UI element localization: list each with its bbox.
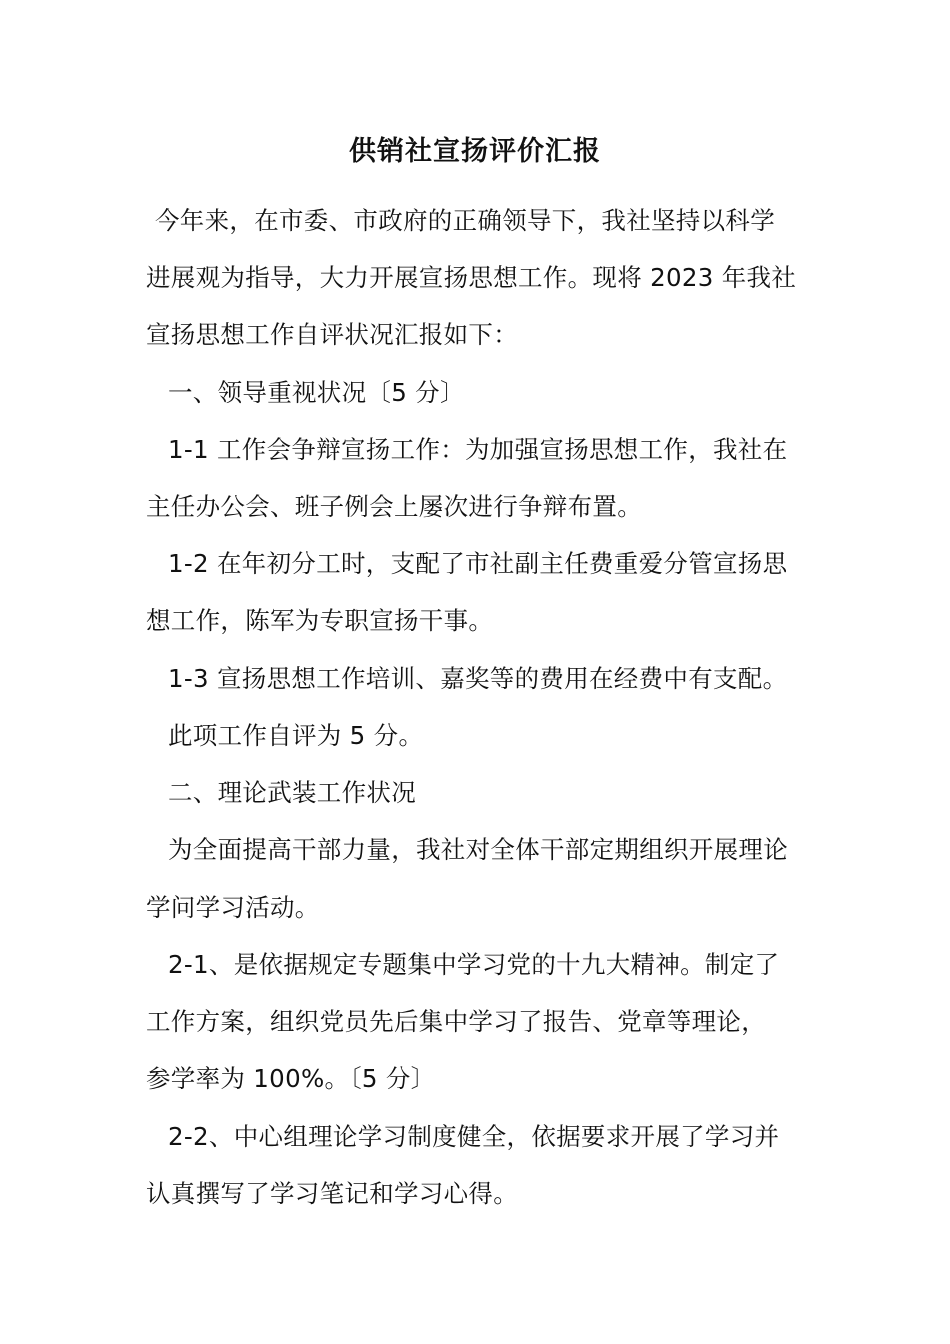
- section-heading: 一、领导重视状况〔5 分〕: [168, 378, 465, 407]
- paragraph-line: 1-2 在年初分工时，支配了市社副主任费重爱分管宣扬思: [168, 549, 788, 578]
- paragraph-line: 1-1 工作会争辩宣扬工作：为加强宣扬思想工作，我社在: [168, 435, 788, 464]
- paragraph-line: 主任办公会、班子例会上屡次进行争辩布置。: [146, 492, 642, 521]
- paragraph-line: 宣扬思想工作自评状况汇报如下：: [146, 320, 518, 349]
- paragraph-line: 1-3 宣扬思想工作培训、嘉奖等的费用在经费中有支配。: [168, 664, 788, 693]
- paragraph-line: 为全面提高干部力量，我社对全体干部定期组织开展理论: [168, 835, 788, 864]
- paragraph-line: 认真撰写了学习笔记和学习心得。: [146, 1179, 518, 1208]
- document-title: 供销社宣扬评价汇报: [349, 136, 601, 167]
- paragraph-line: 想工作，陈军为专职宣扬干事。: [146, 606, 494, 635]
- paragraph-line: 进展观为指导，大力开展宣扬思想工作。现将 2023 年我社: [146, 263, 797, 292]
- paragraph-line: 参学率为 100%。〔5 分〕: [146, 1064, 436, 1093]
- paragraph-line: 2-1、是依据规定专题集中学习党的十九大精神。制定了: [168, 950, 780, 979]
- section-heading: 二、理论武装工作状况: [168, 778, 416, 807]
- paragraph-line: 今年来，在市委、市政府的正确领导下，我社坚持以科学: [155, 206, 775, 235]
- paragraph-line: 2-2、中心组理论学习制度健全，依据要求开展了学习并: [168, 1122, 780, 1151]
- paragraph-line: 工作方案，组织党员先后集中学习了报告、党章等理论，: [146, 1007, 766, 1036]
- paragraph-line: 此项工作自评为 5 分。: [168, 721, 424, 750]
- paragraph-line: 学问学习活动。: [146, 893, 320, 922]
